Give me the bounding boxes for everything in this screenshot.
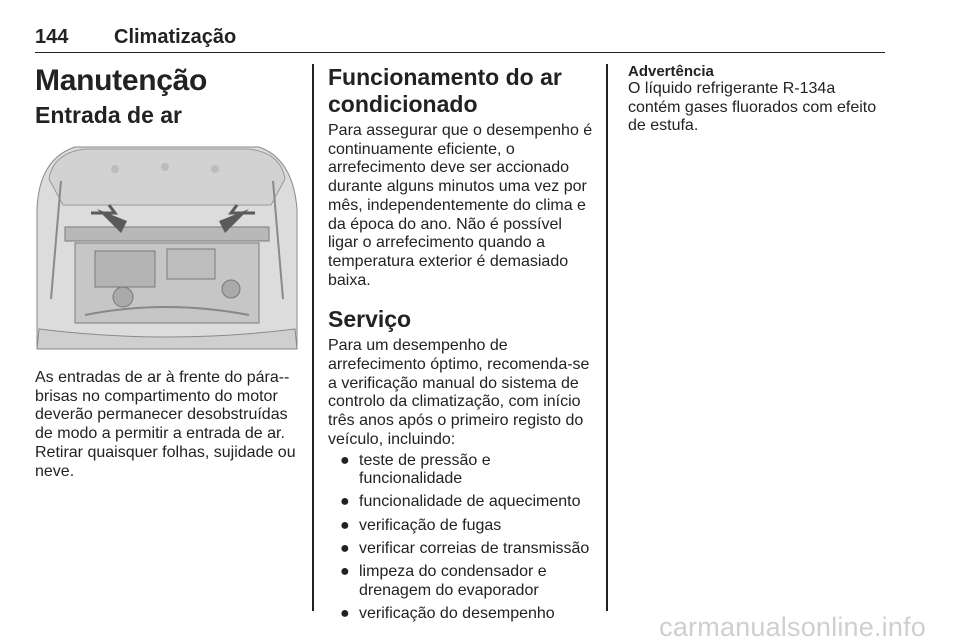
list-item: ● verificar correias de transmissão: [340, 539, 590, 557]
column-middle: [328, 64, 594, 628]
bullet-icon: ●: [340, 451, 350, 469]
chapter-title: Climatização: [114, 26, 237, 48]
list-item: ● verificação do desempenho: [340, 604, 555, 622]
section-title: Manutenção: [35, 64, 208, 97]
bullet-icon: ●: [340, 604, 350, 622]
body-text: Para assegurar que o desempenho é continuamente eficiente, o arrefecimento deve ser accionado durante alguns minutos uma vez por mês, independentemente do clima e da época do ano. Não é possível ligar o arrefecimento quando a temperatura exterior é demasiado baixa.: [328, 122, 593, 289]
page-header: [35, 24, 885, 53]
engine-bay-illustration: [35, 139, 299, 351]
list-item: ● funcionalidade de aquecimento: [340, 493, 581, 511]
list-item: ● verificação de fugas: [340, 516, 502, 534]
column-left: [35, 64, 299, 481]
bullet-list: [328, 452, 594, 624]
section-title: Serviço: [328, 306, 412, 333]
watermark: carmanualsonline.info: [659, 612, 926, 642]
subsection-title: Entrada de ar: [35, 102, 182, 128]
bullet-icon: ●: [340, 539, 350, 557]
column-divider: [312, 64, 314, 611]
body-text: As entradas de ar à frente do pára--brisas no compartimento do motor deverão permanecer desobstruídas de modo a permitir a entrada de ar. Retirar quaisquer folhas, sujidade ou neve.: [35, 369, 296, 480]
bullet-icon: ●: [340, 563, 350, 581]
page-number: 144: [35, 26, 69, 48]
column-right: [628, 64, 888, 136]
section-title: Funcionamento do ar condicionado: [328, 64, 562, 117]
list-item: ● teste de pressão e funcionalidade: [340, 451, 491, 488]
list-item: ● limpeza do condensador e drenagem do evaporador: [340, 563, 547, 599]
column-divider: [606, 64, 608, 611]
warning-text: O líquido refrigerante R-134a contém gases fluorados com efeito de estufa.: [628, 80, 877, 135]
bullet-icon: ●: [340, 516, 350, 534]
body-text: Para um desempenho de arrefecimento óptimo, recomenda-se a verificação manual do sistema de controlo da climatização, com início três anos após o primeiro registo do veículo, incluindo:: [328, 337, 590, 448]
warning-title: Advertência: [628, 63, 714, 80]
bullet-icon: ●: [340, 493, 350, 511]
